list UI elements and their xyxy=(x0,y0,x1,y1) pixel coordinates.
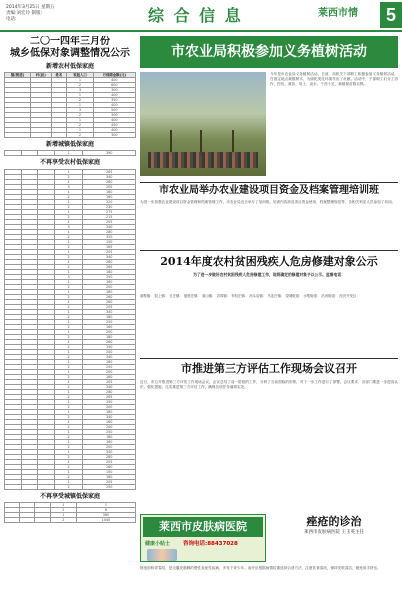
table-cell: 200 xyxy=(83,369,136,374)
table-cell: 2 xyxy=(54,344,83,349)
table-row xyxy=(5,133,136,138)
table-cell: 200 xyxy=(83,349,136,354)
table-cell: 2 xyxy=(54,194,83,199)
story-evaluation xyxy=(140,360,398,510)
table-cell: 3 xyxy=(54,184,83,189)
ad-photo xyxy=(147,549,177,561)
table-cell: 2 xyxy=(67,83,93,88)
table-cell: 265 xyxy=(83,264,136,269)
table-cell: 1 xyxy=(54,189,83,194)
table-cell: 2 xyxy=(54,304,83,309)
table-cell: 1 xyxy=(54,449,83,454)
table-cell: 400 xyxy=(93,118,135,123)
ad-title: 莱西市皮肤病医院 xyxy=(143,517,263,537)
headline-tree-planting: 市农业局积极参加义务植树活动 xyxy=(140,36,398,68)
table-cell: 320 xyxy=(83,234,136,239)
masthead xyxy=(0,0,402,30)
table-cell: 390 xyxy=(83,151,136,156)
table-cell: 280 xyxy=(83,259,136,264)
left-column xyxy=(4,36,136,596)
table-cell: 260 xyxy=(83,339,136,344)
table-cell: 350 xyxy=(93,98,135,103)
table-cell xyxy=(35,517,50,522)
table-cell: 400 xyxy=(93,103,135,108)
issue-date: 2014年3月25日 星期五 xyxy=(6,5,55,10)
table-cell: 1 xyxy=(54,399,83,404)
table-cell: 2 xyxy=(54,374,83,379)
clinic-ad xyxy=(140,514,266,562)
table-cell: 160 xyxy=(83,279,136,284)
table-cell: 1 xyxy=(54,359,83,364)
announcement-subtitle: 城乡低保对象调整情况公示 xyxy=(10,48,130,59)
table-cell: 1 xyxy=(54,299,83,304)
table-cell: 1 xyxy=(54,269,83,274)
table-cell: 2 xyxy=(54,314,83,319)
table-cell: 2 xyxy=(54,204,83,209)
table-cell: 450 xyxy=(93,123,135,128)
table-cell: 260 xyxy=(83,294,136,299)
table-cell: 205 xyxy=(83,379,136,384)
table-cell: 200 xyxy=(83,404,136,409)
table-cell: 2 xyxy=(54,174,83,179)
table-cell: 2 xyxy=(54,384,83,389)
table-cell: 340 xyxy=(83,309,136,314)
table-cell: 1 xyxy=(54,219,83,224)
table-cell: 1 xyxy=(54,339,83,344)
section-cancel-rural: 不再享受农村低保家庭 xyxy=(39,159,100,167)
table-cell: 2 xyxy=(54,254,83,259)
table-cell: 1 xyxy=(67,103,93,108)
table-cell: 205 xyxy=(83,249,136,254)
table-cell: 205 xyxy=(83,304,136,309)
table-cell: 1 xyxy=(76,502,135,507)
table-cell: 165 xyxy=(83,244,136,249)
section-new-rural: 新增农村低保家庭 xyxy=(45,63,94,70)
table-cell xyxy=(5,517,20,522)
table-cell: 600 xyxy=(93,83,135,88)
table-cell: 2 xyxy=(54,324,83,329)
table-cell: 200 xyxy=(83,329,136,334)
table-cell: 215 xyxy=(83,214,136,219)
table-cell: 1 xyxy=(54,229,83,234)
table-cell: 280 xyxy=(83,389,136,394)
table-cell: 1 xyxy=(50,512,76,517)
announcement-title: 二〇一四年三月份 xyxy=(30,36,110,47)
table-cell xyxy=(51,133,67,138)
table-cell: 1 xyxy=(54,389,83,394)
table-cell: 205 xyxy=(83,219,136,224)
table-cell: 1 xyxy=(54,309,83,314)
header-divider xyxy=(0,30,402,32)
table-cell: 2 xyxy=(67,98,93,103)
table-cell xyxy=(31,133,52,138)
table-row xyxy=(5,151,136,156)
table-cell: 120 xyxy=(83,199,136,204)
table-cell: 340 xyxy=(83,224,136,229)
table-cell: 250 xyxy=(83,429,136,434)
table-cell: 1 xyxy=(54,239,83,244)
ad-phone: 咨询电话:88437028 xyxy=(183,541,238,547)
table-cell: 2 xyxy=(50,507,76,512)
story-acne xyxy=(270,514,398,562)
table-cell xyxy=(38,484,55,489)
table-cell: 275 xyxy=(83,209,136,214)
table-cell xyxy=(5,151,22,156)
table-cell: 230 xyxy=(83,204,136,209)
table-cell: 200 xyxy=(83,424,136,429)
table-cell: 280 xyxy=(83,299,136,304)
table-new-rural xyxy=(4,72,136,138)
section-title: 综 合 信 息 xyxy=(148,6,243,25)
table-cell: 280 xyxy=(83,179,136,184)
table-cell: 1 xyxy=(67,78,93,83)
table-cell: 265 xyxy=(83,169,136,174)
acne-byline: 莱西市皮肤病医院 王玉英主任 xyxy=(304,530,364,535)
table-row xyxy=(5,484,136,489)
story-training xyxy=(140,184,398,244)
table-cell: 300 xyxy=(93,133,135,138)
table-cell: 2 xyxy=(54,334,83,339)
table-cell: 2 xyxy=(54,284,83,289)
table-cell: 2 xyxy=(54,464,83,469)
table-cell: 1 xyxy=(54,459,83,464)
table-cell: 1 xyxy=(54,429,83,434)
table-cell: 1 xyxy=(54,319,83,324)
table-cell: 205 xyxy=(83,459,136,464)
table-cell: 2 xyxy=(54,294,83,299)
table-cell: 340 xyxy=(83,449,136,454)
table-cell: 1 xyxy=(54,279,83,284)
table-cell: 2 xyxy=(54,234,83,239)
table-cell: 1 xyxy=(54,179,83,184)
table-cell: 280 xyxy=(83,454,136,459)
divider xyxy=(140,182,398,183)
housing-name-list: 南墅镇： 院上镇： 日庄镇： 夏格庄镇： 姜山镇： 店埠镇： 李权庄镇： 河头店镇： 马连庄镇： 望城街道： 水集街道： 沽河街道： 经济开发区： xyxy=(140,294,360,298)
table-cell: 1 xyxy=(54,439,83,444)
table-cell: 300 xyxy=(93,88,135,93)
table-cell: 2 xyxy=(54,474,83,479)
table-cell: 400 xyxy=(93,78,135,83)
story-acne-text: 痤疮俗称青春痘，是毛囊皮脂腺的慢性炎症性疾病，多发于青少年。治疗应根据病情轻重选择合适方法，注意饮食清淡，保持皮肤清洁，避免用手挤压。 xyxy=(140,566,381,570)
table-cell: 2 xyxy=(54,394,83,399)
table-cell: 160 xyxy=(83,419,136,424)
table-cancel-rural xyxy=(4,169,136,490)
table-cell: 340 xyxy=(83,414,136,419)
phone-line: 电话: xyxy=(6,17,17,22)
table-cell: 1 xyxy=(67,93,93,98)
table-cell: 2 xyxy=(54,434,83,439)
table-cell: 180 xyxy=(83,359,136,364)
table-cell xyxy=(38,151,55,156)
table-cell: 2 xyxy=(54,414,83,419)
table-cell: 150 xyxy=(83,344,136,349)
table-cell: 1 xyxy=(54,209,83,214)
table-cell: 180 xyxy=(83,474,136,479)
table-cell: 180 xyxy=(83,289,136,294)
table-cell: 1 xyxy=(67,128,93,133)
page-number: 5 xyxy=(380,2,402,28)
table-cell: 250 xyxy=(83,319,136,324)
table-cell: 1 xyxy=(54,379,83,384)
story-tree-text: 今年是市农业局义务植树活动。日前，局机关干部职工积极参加义务植树活动，在指定地点栽植树木，为绿化美化环境作出了贡献。活动中，干部职工们分工协作，挖坑、栽苗、培土、浇水，干劲十足，栽植树苗数百株。 xyxy=(270,72,398,86)
table-cell: 2 xyxy=(67,113,93,118)
table-cell: 250 xyxy=(83,364,136,369)
table-cell: 160 xyxy=(83,324,136,329)
table-cell: 500 xyxy=(93,108,135,113)
table-cell: 200 xyxy=(83,284,136,289)
table-cell: 150 xyxy=(83,469,136,474)
table-cell: 250 xyxy=(83,274,136,279)
headline-housing: 2014年度农村贫困残疾人危房修建对象公示 xyxy=(160,255,378,268)
table-cell xyxy=(5,133,31,138)
table-cell: 1 xyxy=(54,199,83,204)
table-cell: 280 xyxy=(83,229,136,234)
table-cell: 1 xyxy=(54,249,83,254)
table-cell: 6 xyxy=(76,507,135,512)
table-cell: 2 xyxy=(54,444,83,449)
col-name: 姓名 xyxy=(51,73,67,78)
right-column xyxy=(140,36,398,596)
headline-training: 市农业局举办农业建设项目资金及档案管理培训班 xyxy=(159,185,379,196)
table-cell: 400 xyxy=(93,93,135,98)
table-cell: 265 xyxy=(83,394,136,399)
table-cell: 1 xyxy=(54,409,83,414)
table-cell: 160 xyxy=(83,374,136,379)
divider xyxy=(140,250,398,251)
table-cell: 3 xyxy=(67,88,93,93)
table-cell: 340 xyxy=(83,384,136,389)
table-cell: 1 xyxy=(54,479,83,484)
col-town: 镇(街道) xyxy=(5,73,31,78)
table-cell: 1 xyxy=(50,502,76,507)
section-cancel-urban: 不再享受城镇低保家庭 xyxy=(39,492,100,500)
table-cell: 2 xyxy=(54,354,83,359)
table-cell: 2 xyxy=(50,517,76,522)
table-cancel-urban xyxy=(4,502,136,523)
table-cell: 3 xyxy=(67,108,93,113)
table-cell: 180 xyxy=(83,189,136,194)
table-cell: 205 xyxy=(83,479,136,484)
table-cell: 340 xyxy=(83,174,136,179)
col-family-size: 家庭人口 xyxy=(67,73,93,78)
table-cell: 1 xyxy=(54,289,83,294)
table-cell: 1 xyxy=(54,369,83,374)
table-cell xyxy=(21,151,38,156)
table-cell: 300 xyxy=(93,113,135,118)
table-cell: 1 xyxy=(54,349,83,354)
table-cell: 340 xyxy=(83,254,136,259)
divider xyxy=(140,358,398,359)
table-new-urban xyxy=(4,150,136,156)
table-cell: 1 xyxy=(67,118,93,123)
table-cell: 250 xyxy=(83,484,136,489)
table-cell: 260 xyxy=(83,464,136,469)
ad-subtitle: 健康小贴士 xyxy=(145,541,171,547)
table-cell: 2 xyxy=(54,264,83,269)
story-housing xyxy=(140,254,398,358)
housing-intro: 为了进一步做好农村贫困残疾人危房修建工作，现将确定的修建对象予以公示。监督电话： xyxy=(193,272,345,277)
table-cell: 1040 xyxy=(76,517,135,522)
table-cell: 2 xyxy=(67,123,93,128)
story-evaluation-text: 近日，市召开推进第三方评估工作现场会议。会议总结了前一阶段的工作，分析了当前面临的形势，对下一步工作进行了部署。会议要求，各部门要进一步提高认识，强化措施，扎实推进第三方评估工作，确保各项任务落到实处。 xyxy=(140,380,398,389)
table-cell: 1 xyxy=(54,169,83,174)
table-cell: 380 xyxy=(76,512,135,517)
section-new-urban: 新增城镇低保家庭 xyxy=(45,141,94,149)
table-cell: 2 xyxy=(54,424,83,429)
table-cell: 200 xyxy=(83,444,136,449)
story-tree-planting xyxy=(140,72,398,182)
table-cell: 180 xyxy=(83,409,136,414)
table-cell xyxy=(20,517,35,522)
table-cell xyxy=(5,484,22,489)
table-cell: 400 xyxy=(93,128,135,133)
table-cell: 2 xyxy=(54,364,83,369)
table-cell: 180 xyxy=(83,269,136,274)
headline-evaluation: 市推进第三方评估工作现场会议召开 xyxy=(181,362,357,375)
table-cell: 160 xyxy=(83,439,136,444)
table-cell: 1 xyxy=(54,151,83,156)
table-cell: 2 xyxy=(54,244,83,249)
table-cell: 1 xyxy=(54,329,83,334)
table-cell: 1 xyxy=(54,469,83,474)
table-cell: 180 xyxy=(83,314,136,319)
issue-meta xyxy=(6,5,146,23)
brand-logo: 莱西市情 xyxy=(318,8,358,19)
tree-planting-photo xyxy=(140,72,266,176)
col-monthly-amount: 月保障金额(元) xyxy=(93,73,135,78)
table-cell: 180 xyxy=(83,334,136,339)
table-cell: 2 xyxy=(54,214,83,219)
col-village: 村(居) xyxy=(31,73,52,78)
table-cell: 3 xyxy=(54,224,83,229)
table-cell: 160 xyxy=(83,194,136,199)
table-cell: 340 xyxy=(83,354,136,359)
editor-line: 责编:刘宏玲 制版: xyxy=(6,11,42,16)
table-cell: 3 xyxy=(54,274,83,279)
table-cell: 2 xyxy=(67,133,93,138)
table-cell: 2 xyxy=(54,404,83,409)
table-cell: 2 xyxy=(54,454,83,459)
table-cell: 180 xyxy=(83,434,136,439)
story-training-text: 为进一步加强农业建设项目资金管理和档案管理工作，市农业局近日举办了培训班。培训内容涉及项目资金使用、档案整理规范等，各相关科室人员参加了培训。 xyxy=(140,200,396,204)
table-cell: 1 xyxy=(54,259,83,264)
table-cell: 1 xyxy=(54,419,83,424)
table-cell: 150 xyxy=(83,399,136,404)
table-cell xyxy=(21,484,38,489)
table-cell: 2 xyxy=(54,484,83,489)
table-cell: 205 xyxy=(83,184,136,189)
headline-acne: 痤疮的诊治 xyxy=(306,515,362,528)
table-row xyxy=(5,517,136,522)
table-cell: 150 xyxy=(83,239,136,244)
